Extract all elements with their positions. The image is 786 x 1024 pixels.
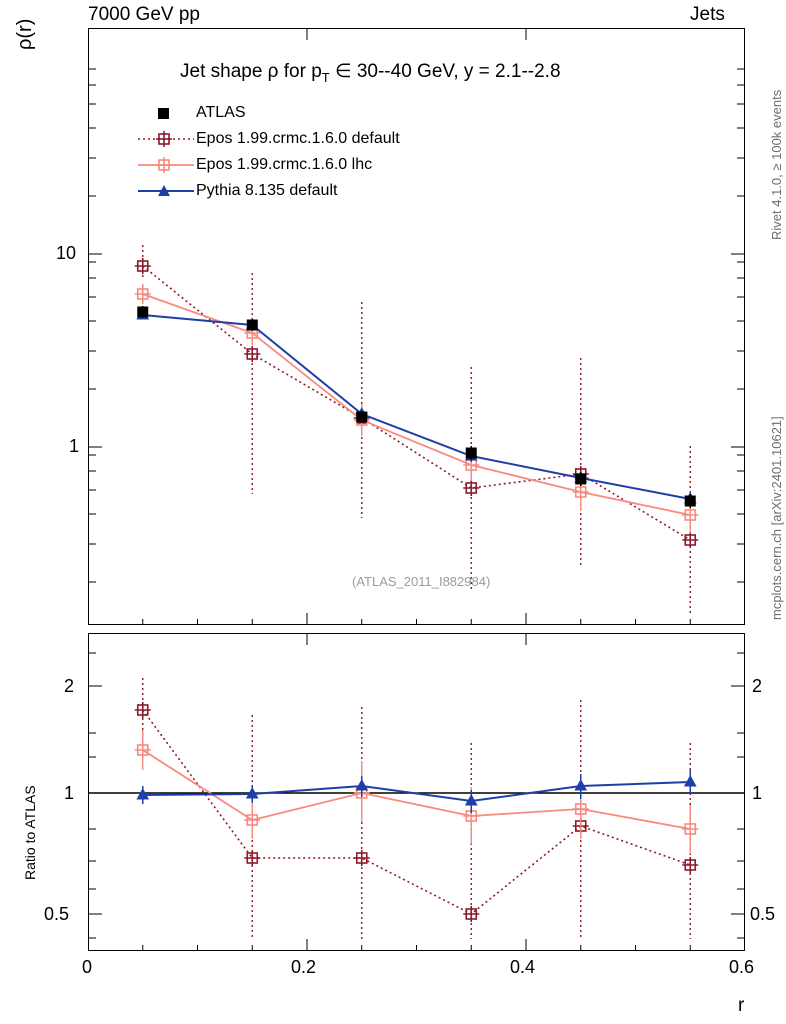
main-ytick-1: 1: [69, 436, 80, 456]
plot-title-sub: T: [321, 69, 330, 85]
y-axis-label: ρ(r): [14, 18, 36, 50]
main-ytick-10: 10: [56, 243, 77, 263]
legend-item-pythia: [136, 178, 400, 204]
header-right: Jets: [690, 4, 725, 25]
plot-title-pre: Jet shape ρ for p: [180, 61, 322, 82]
ratio-series-pythia: [137, 769, 696, 813]
legend-item-epos-default: [136, 126, 400, 152]
ratio-series-epos-lhc: [135, 730, 699, 854]
legend-item-epos-lhc: [136, 152, 400, 178]
x-axis-label: r: [738, 995, 745, 1016]
ratio-series-epos-default: [135, 678, 699, 939]
legend-marker-epos-lhc: [136, 155, 196, 175]
ratio-ytick-1-right: 1: [752, 783, 763, 803]
legend-label-pythia: Pythia 8.135 default: [196, 182, 338, 199]
side-annotation-rivet: Rivet 4.1.0, ≥ 100k events: [769, 89, 784, 240]
xtick-02: 0.2: [291, 957, 317, 977]
side-annotation-mcplots: mcplots.cern.ch [arXiv:2401.10621]: [769, 416, 784, 620]
xtick-0: 0: [82, 957, 93, 977]
series-atlas: [138, 306, 696, 508]
legend-marker-atlas: [136, 103, 196, 123]
legend-label-epos-default: Epos 1.99.crmc.1.6.0 default: [196, 130, 400, 147]
ratio-ytick-1-left: 1: [64, 783, 75, 803]
legend-item-atlas: [136, 100, 400, 126]
ratio-plot-canvas: [88, 633, 745, 951]
ratio-ytick-05-left: 0.5: [44, 904, 70, 924]
header-left: 7000 GeV pp: [88, 4, 200, 25]
legend-label-atlas: ATLAS: [196, 104, 246, 121]
legend: [136, 100, 400, 204]
legend-label-epos-lhc: Epos 1.99.crmc.1.6.0 lhc: [196, 156, 373, 173]
ratio-ticks: [88, 633, 745, 951]
ratio-ytick-2-left: 2: [64, 676, 75, 696]
xtick-04: 0.4: [510, 957, 536, 977]
ratio-ytick-05-right: 0.5: [750, 904, 776, 924]
ratio-ytick-2-right: 2: [752, 676, 763, 696]
plot-title: [180, 60, 561, 85]
legend-marker-epos-default: [136, 129, 196, 149]
legend-marker-pythia: [136, 181, 196, 201]
series-epos-default: [135, 245, 699, 613]
plot-title-post: ∈ 30--40 GeV, y = 2.1--2.8: [329, 61, 561, 82]
analysis-watermark: (ATLAS_2011_I882984): [352, 574, 491, 589]
xtick-06: 0.6: [729, 957, 755, 977]
ratio-y-axis-label: Ratio to ATLAS: [22, 785, 38, 880]
series-pythia: [137, 309, 696, 506]
